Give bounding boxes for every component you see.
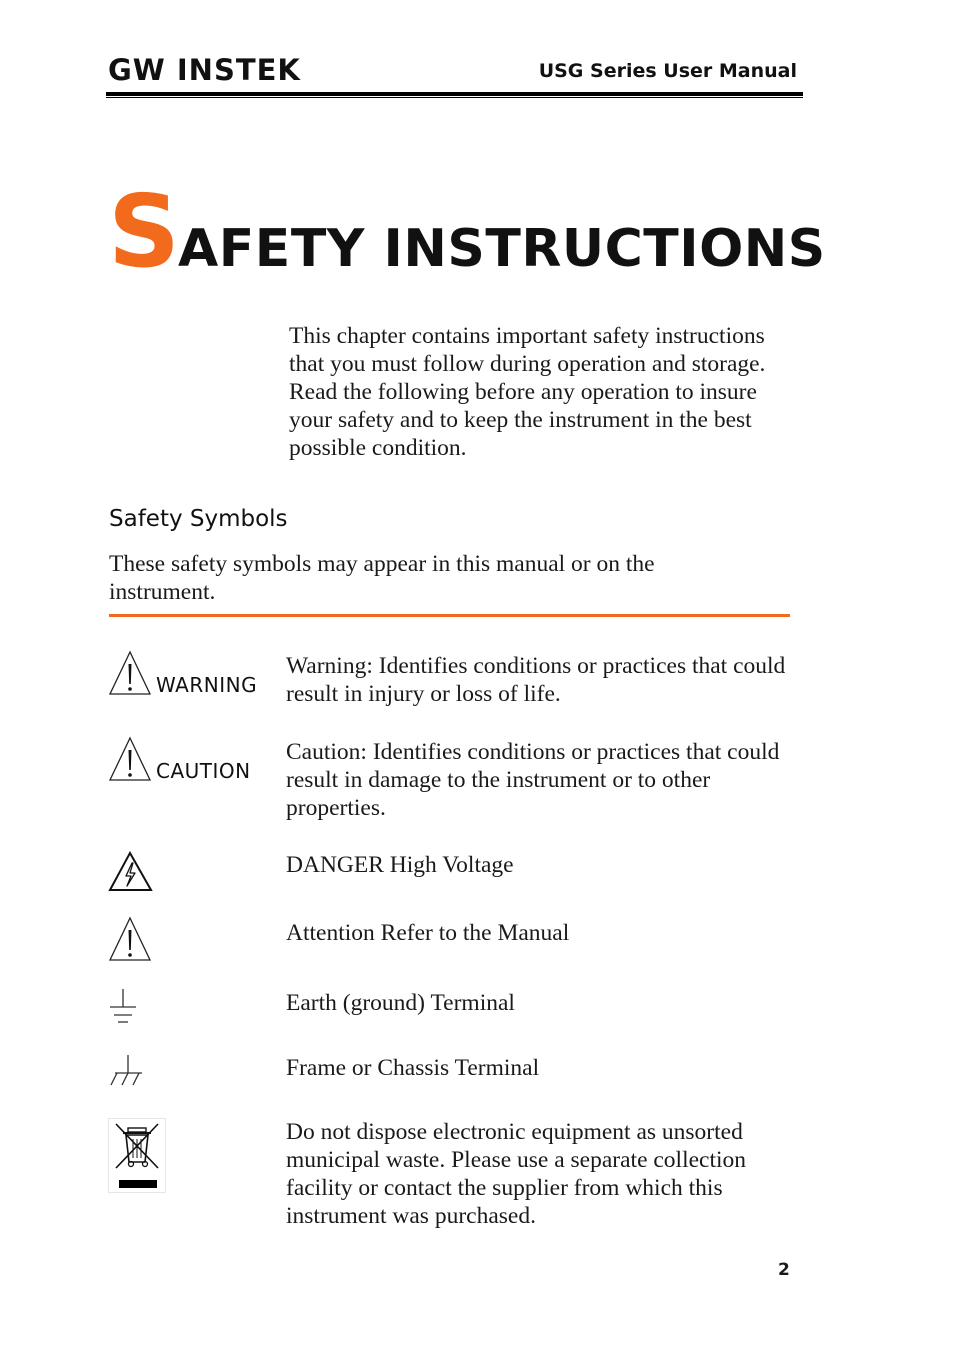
chapter-intro: This chapter contains important safety instructions that you must follow during operation and storage. Read the following before any operation to insure your safety and to keep the instrument in the best possible condition.: [289, 323, 766, 461]
chassis-terminal-icon: [108, 1053, 146, 1089]
warning-description: Warning: Identifies conditions or practices that could result in injury or loss of life.: [286, 653, 786, 707]
caution-description: Caution: Identifies conditions or practices that could result in damage to the instrument or to other properties.: [286, 739, 780, 821]
weee-bin-icon: [108, 1118, 168, 1194]
section-divider: [109, 614, 790, 617]
warning-label: WARNING: [156, 673, 258, 697]
attention-icon: [108, 916, 152, 962]
weee-description: Do not dispose electronic equipment as unsorted municipal waste. Please use a separate collection facility or contact the supplier from which this instrument was purchased.: [286, 1119, 747, 1229]
earth-ground-icon: [108, 987, 140, 1027]
high-voltage-icon: [108, 851, 154, 893]
section-text: These safety symbols may appear in this manual or on the instrument.: [109, 551, 655, 605]
chapter-title-rest: AFETY INSTRUCTIONS: [178, 219, 826, 279]
header-rule: [106, 92, 803, 96]
header-title: USG Series User Manual: [538, 60, 797, 82]
header-rule-thin: [106, 97, 803, 98]
logo-text: GW INSTEK: [108, 53, 301, 87]
chapter-title-initial: S: [108, 173, 179, 290]
caution-triangle-icon: [108, 736, 152, 782]
gw-instek-logo: [108, 53, 301, 87]
page-number: 2: [778, 1260, 790, 1280]
earth-ground-description: Earth (ground) Terminal: [286, 990, 515, 1016]
chapter-title: [108, 173, 826, 290]
caution-label: CAUTION: [156, 759, 251, 783]
section-heading: Safety Symbols: [109, 506, 288, 532]
chassis-terminal-description: Frame or Chassis Terminal: [286, 1055, 540, 1081]
high-voltage-description: DANGER High Voltage: [286, 852, 514, 878]
attention-description: Attention Refer to the Manual: [286, 920, 570, 946]
warning-triangle-icon: [108, 650, 152, 696]
